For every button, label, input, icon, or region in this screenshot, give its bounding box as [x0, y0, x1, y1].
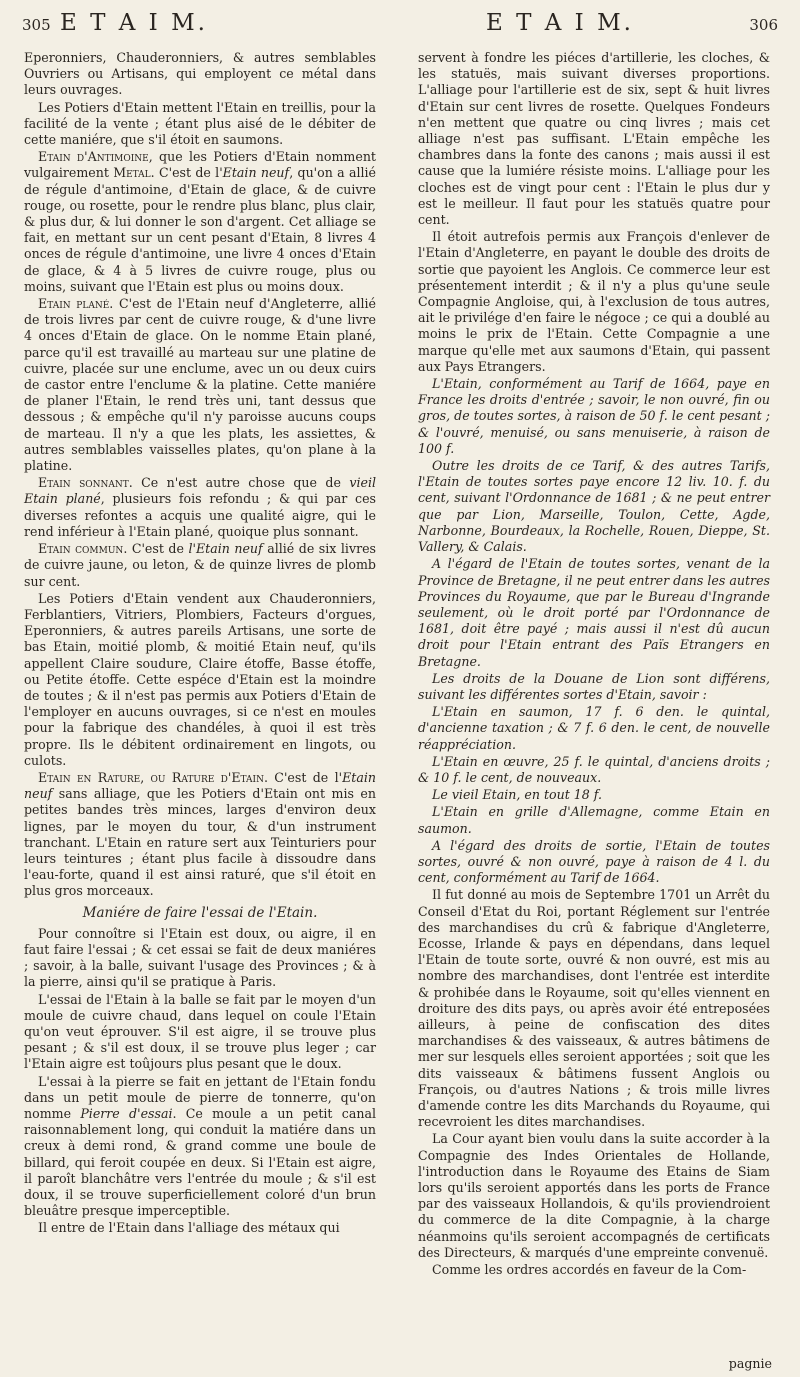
tariff-paragraph: A l'égard des droits de sortie, l'Etain de toutes sortes, ouvré & non ouvré, paye à raison de 4 l. du cent, conformément au Tarif de 1664.: [418, 837, 770, 886]
entry-head: Etain plané: [38, 296, 110, 312]
entry-etain-commun: Etain commun. C'est de l'Etain neuf allié de six livres de cuivre jaune, ou leton, & de quinze livres de plomb sur cent.: [24, 541, 377, 589]
paragraph: Il entre de l'Etain dans l'alliage des métaux qui: [38, 1220, 340, 1236]
entry-head: Etain sonnant: [38, 475, 129, 491]
page-number-right: 306: [749, 16, 778, 34]
entry-etain-sonnant: Etain sonnant. Ce n'est autre chose que de vieil Etain plané, plusieurs fois refondu ; & qui par ces diverses refontes a acquis une qualité aigre, qui le rend inférieur à l'Etain plané, quoique plus sonnant.: [24, 475, 376, 539]
tariff-paragraph: L'Etain en saumon, 17 f. 6 den. le quintal, d'ancienne taxation ; & 7 f. 6 den. le cent, de nouvelle réappréciation.: [418, 704, 770, 752]
tariff-paragraph: Les droits de la Douane de Lion sont différens, suivant les différentes sortes d'Etain, savoir :: [418, 670, 770, 702]
paragraph: Pour connoître si l'Etain est doux, ou aigre, il en faut faire l'essai ; & cet essai se fait de deux maniéres ; savoir, à la balle, suivant l'usage des Provinces ; & à la pierre, ainsi qu'il se pratique à Paris.: [24, 925, 376, 990]
tariff-paragraph: Outre les droits de ce Tarif, & des autres Tarifs, l'Etain de toutes sortes paye encore 12 liv. 10. f. du cent, suivant l'Ordonnance de 1681 ; & ne peut entrer que par Lion, Marseille, Toulon, Cette, Agde, Narbonne, Bourdeaux, la Rochelle, Rouen, Dieppe, St. Vallery, & Calais.: [418, 458, 770, 555]
paragraph: La Cour ayant bien voulu dans la suite accorder à la Compagnie des Indes Orientales de Hollande, l'introduction dans le Royaume des Etains de Siam lors qu'ils seroient apportés dans les ports de France par des vaisseaux Hollandois, & qu'ils proviendroient du commerce de la dite Compagnie, à la charge néanmoins qu'ils seroient accompagnés de certificats des Directeurs, & marqués d'une empreinte convenuë.: [418, 1131, 770, 1260]
entry-etain-plane: Etain plané. C'est de l'Etain neuf d'Angleterre, allié de trois livres par cent de cuivre rouge, & d'une livre 4 onces d'Etain de glace. On le nomme Etain plané, parce qu'il est travaillé au marteau sur une platine de cuivre, placée sur une enclume, avec un ou deux cuirs de castor entre l'enclume & la platine. Cette maniére de planer l'Etain, le rend très uni, tant dessus que dessous ; & empêche qu'il n'y paroisse aucuns coups de marteau. Il n'y a que les plats, les assiettes, & autres semblables vaisselles plates, qu'on plane à la platine.: [24, 296, 376, 474]
paragraph: servent à fondre les piéces d'artillerie, les cloches, & les statuës, mais suivant diverses proportions. L'alliage pour l'artillerie est de six, sept & huit livres d'Etain sur cent livres de rosette. Quelques Fondeurs n'en mettent que quatre ou cinq livres ; mais cet alliage n'est pas suffisant. L'Etain empêche les chambres dans la fonte des canons ; mais aussi il est cause que la lumiére résiste moins. L'alliage pour les cloches est de vingt pour cent : l'Etain le plus dur y est le meilleur. Il faut pour les statuës quatre pour cent.: [418, 50, 770, 228]
paragraph: L'essai de l'Etain à la balle se fait par le moyen d'un moule de cuivre chaud, dans lequel on coule l'Etain qu'on veut éprouver. S'il est aigre, il se trouve plus pesant ; & s'il est doux, il se trouve plus leger ; car l'Etain aigre est toûjours plus pesant que le doux.: [24, 991, 376, 1072]
entry-etain-antimoine: Etain d'Antimoine, que les Potiers d'Etain nomment vulgairement Metal. C'est de l'Etain neuf, qu'on a allié de régule d'antimoine, d'Etain de glace, & de cuivre rouge, ou rosette, pour le rendre plus blanc, plus clair, & plus dur, & lui donner le son d'argent. Cet alliage se fait, en mettant sur un cent pesant d'Etain, 8 livres 4 onces de régule d'antimoine, une livre 4 onces d'Etain de glace, & 4 à 5 livres de cuivre rouge, plus ou moins, suivant que l'Etain est plus ou moins doux.: [24, 149, 376, 294]
entry-head: Etain d'Antimoine: [38, 149, 149, 165]
tariff-paragraph: A l'égard de l'Etain de toutes sortes, venant de la Province de Bretagne, il ne peut entrer dans les autres Provinces du Royaume, que par le Bureau d'Ingrande seulement, où le droit porté par l'Ordonnance de 1681, doit être payé ; mais aussi il n'est dû aucun droit pour l'Etain entrant des Païs Etrangers en Bretagne.: [418, 556, 770, 669]
paragraph: Les Potiers d'Etain vendent aux Chauderonniers, Ferblantiers, Vitriers, Plombiers, Facteurs d'orgues, Eperonniers, & autres pareils Artisans, une sorte de bas Etain, moitié plomb, & moitié Etain neuf, qu'ils appellent Claire soudure, Claire étoffe, Basse étoffe, ou Petite étoffe. Cette espéce d'Etain est la moindre de toutes ; & il n'est pas permis aux Potiers d'Etain de l'employer en aucuns ouvrages, si ce n'est en moules pour la fabrique des chandéles, à quoi il est très propre. Ils le débitent ordinairement en lingots, ou culots.: [24, 590, 376, 768]
paragraph: Eperonniers, Chauderonniers, & autres semblables Ouvriers ou Artisans, qui employent ce métal dans leurs ouvrages.: [24, 50, 376, 98]
paragraph: Il fut donné au mois de Septembre 1701 un Arrêt du Conseil d'Etat du Roi, portant Réglement sur l'entrée des marchandises du crû & fabrique d'Angleterre, Ecosse, Irlande & pays en dépendans, dans lequel l'Etain de toute sorte, ouvré & non ouvré, est mis au nombre des marchandises, dont l'entrée est interdite & prohibée dans le Royaume, soit qu'elles viennent en droiture des dits pays, ou après avoir été entreposées ailleurs, à peine de confiscation des dites marchandises & des vaisseaux, & autres bâtimens de mer sur lesquels elles seroient apportées ; soit que les dits vaisseaux & bâtimens fussent Anglois ou François, ou d'autres Nations ; & trois mille livres d'amende contre les dits Marchands du Royaume, qui recevroient les dites marchandises.: [418, 887, 770, 1130]
tariff-paragraph: L'Etain en grille d'Allemagne, comme Etain en saumon.: [418, 804, 770, 836]
right-column: [418, 50, 770, 1279]
section-heading: Maniére de faire l'essai de l'Etain.: [82, 904, 318, 921]
entry-head: Etain commun: [38, 541, 124, 557]
paragraph: Il étoit autrefois permis aux François d'enlever de l'Etain d'Angleterre, en payant le double des droits de sortie que payoient les Anglois. Ce commerce leur est présentement interdit ; & il n'y a plus qu'une seule Compagnie Angloise, qui, à l'exclusion de tous autres, ait le privilége d'en faire le négoce ; ce qui a doublé au moins le prix de l'Etain. Cette Compagnie a une marque qu'elle met aux saumons d'Etain, qui passent aux Pays Etrangers.: [418, 229, 770, 374]
running-title-right: E T A I M.: [486, 10, 634, 36]
running-title-left: E T A I M.: [60, 10, 208, 36]
paragraph: Les Potiers d'Etain mettent l'Etain en treillis, pour la facilité de la vente ; étant plus aisé de le débiter de cette maniére, que s'il étoit en saumons.: [24, 99, 376, 148]
entry-head: Etain en Rature, ou Rature d'Etain: [38, 769, 264, 785]
tariff-paragraph: Le vieil Etain, en tout 18 f.: [432, 787, 603, 803]
page-number-left: 305: [22, 16, 51, 34]
running-header: [22, 10, 778, 50]
catchword: pagnie: [728, 1356, 772, 1371]
tariff-paragraph: L'Etain en œuvre, 25 f. le quintal, d'anciens droits ; & 10 f. le cent, de nouveaux.: [418, 753, 770, 785]
paragraph: L'essai à la pierre se fait en jettant de l'Etain fondu dans un petit moule de pierre de tonnerre, qu'on nomme Pierre d'essai. Ce moule a un petit canal raisonnablement long, qui conduit la matiére dans un creux à demi rond, & grand comme une boule de billard, qui feroit coupée en deux. Si l'Etain est aigre, il paroît blanchâtre vers l'entrée du moule ; & s'il est doux, il se trouve superficiellement coloré d'un brun bleuâtre presque imperceptible.: [24, 1073, 376, 1219]
left-column: [24, 50, 376, 1238]
tariff-paragraph: L'Etain, conformément au Tarif de 1664, paye en France les droits d'entrée ; savoir, le non ouvré, fin ou gros, de toutes sortes, à raison de 50 f. le cent pesant ; & l'ouvré, menuisé, ou sans menuiserie, à raison de 100 f.: [418, 376, 770, 456]
paragraph: Comme les ordres accordés en faveur de la Com-: [432, 1262, 747, 1278]
entry-etain-rature: Etain en Rature, ou Rature d'Etain. C'est de l'Etain neuf sans alliage, que les Potiers d'Etain ont mis en petites bandes très minces, larges d'environ deux lignes, par le moyen du tour, & d'un instrument tranchant. L'Etain en rature sert aux Teinturiers pour leurs teintures ; étant plus facile à dissoudre dans l'eau-forte, quand il est ainsi raturé, que s'il étoit en plus gros morceaux.: [24, 769, 376, 899]
